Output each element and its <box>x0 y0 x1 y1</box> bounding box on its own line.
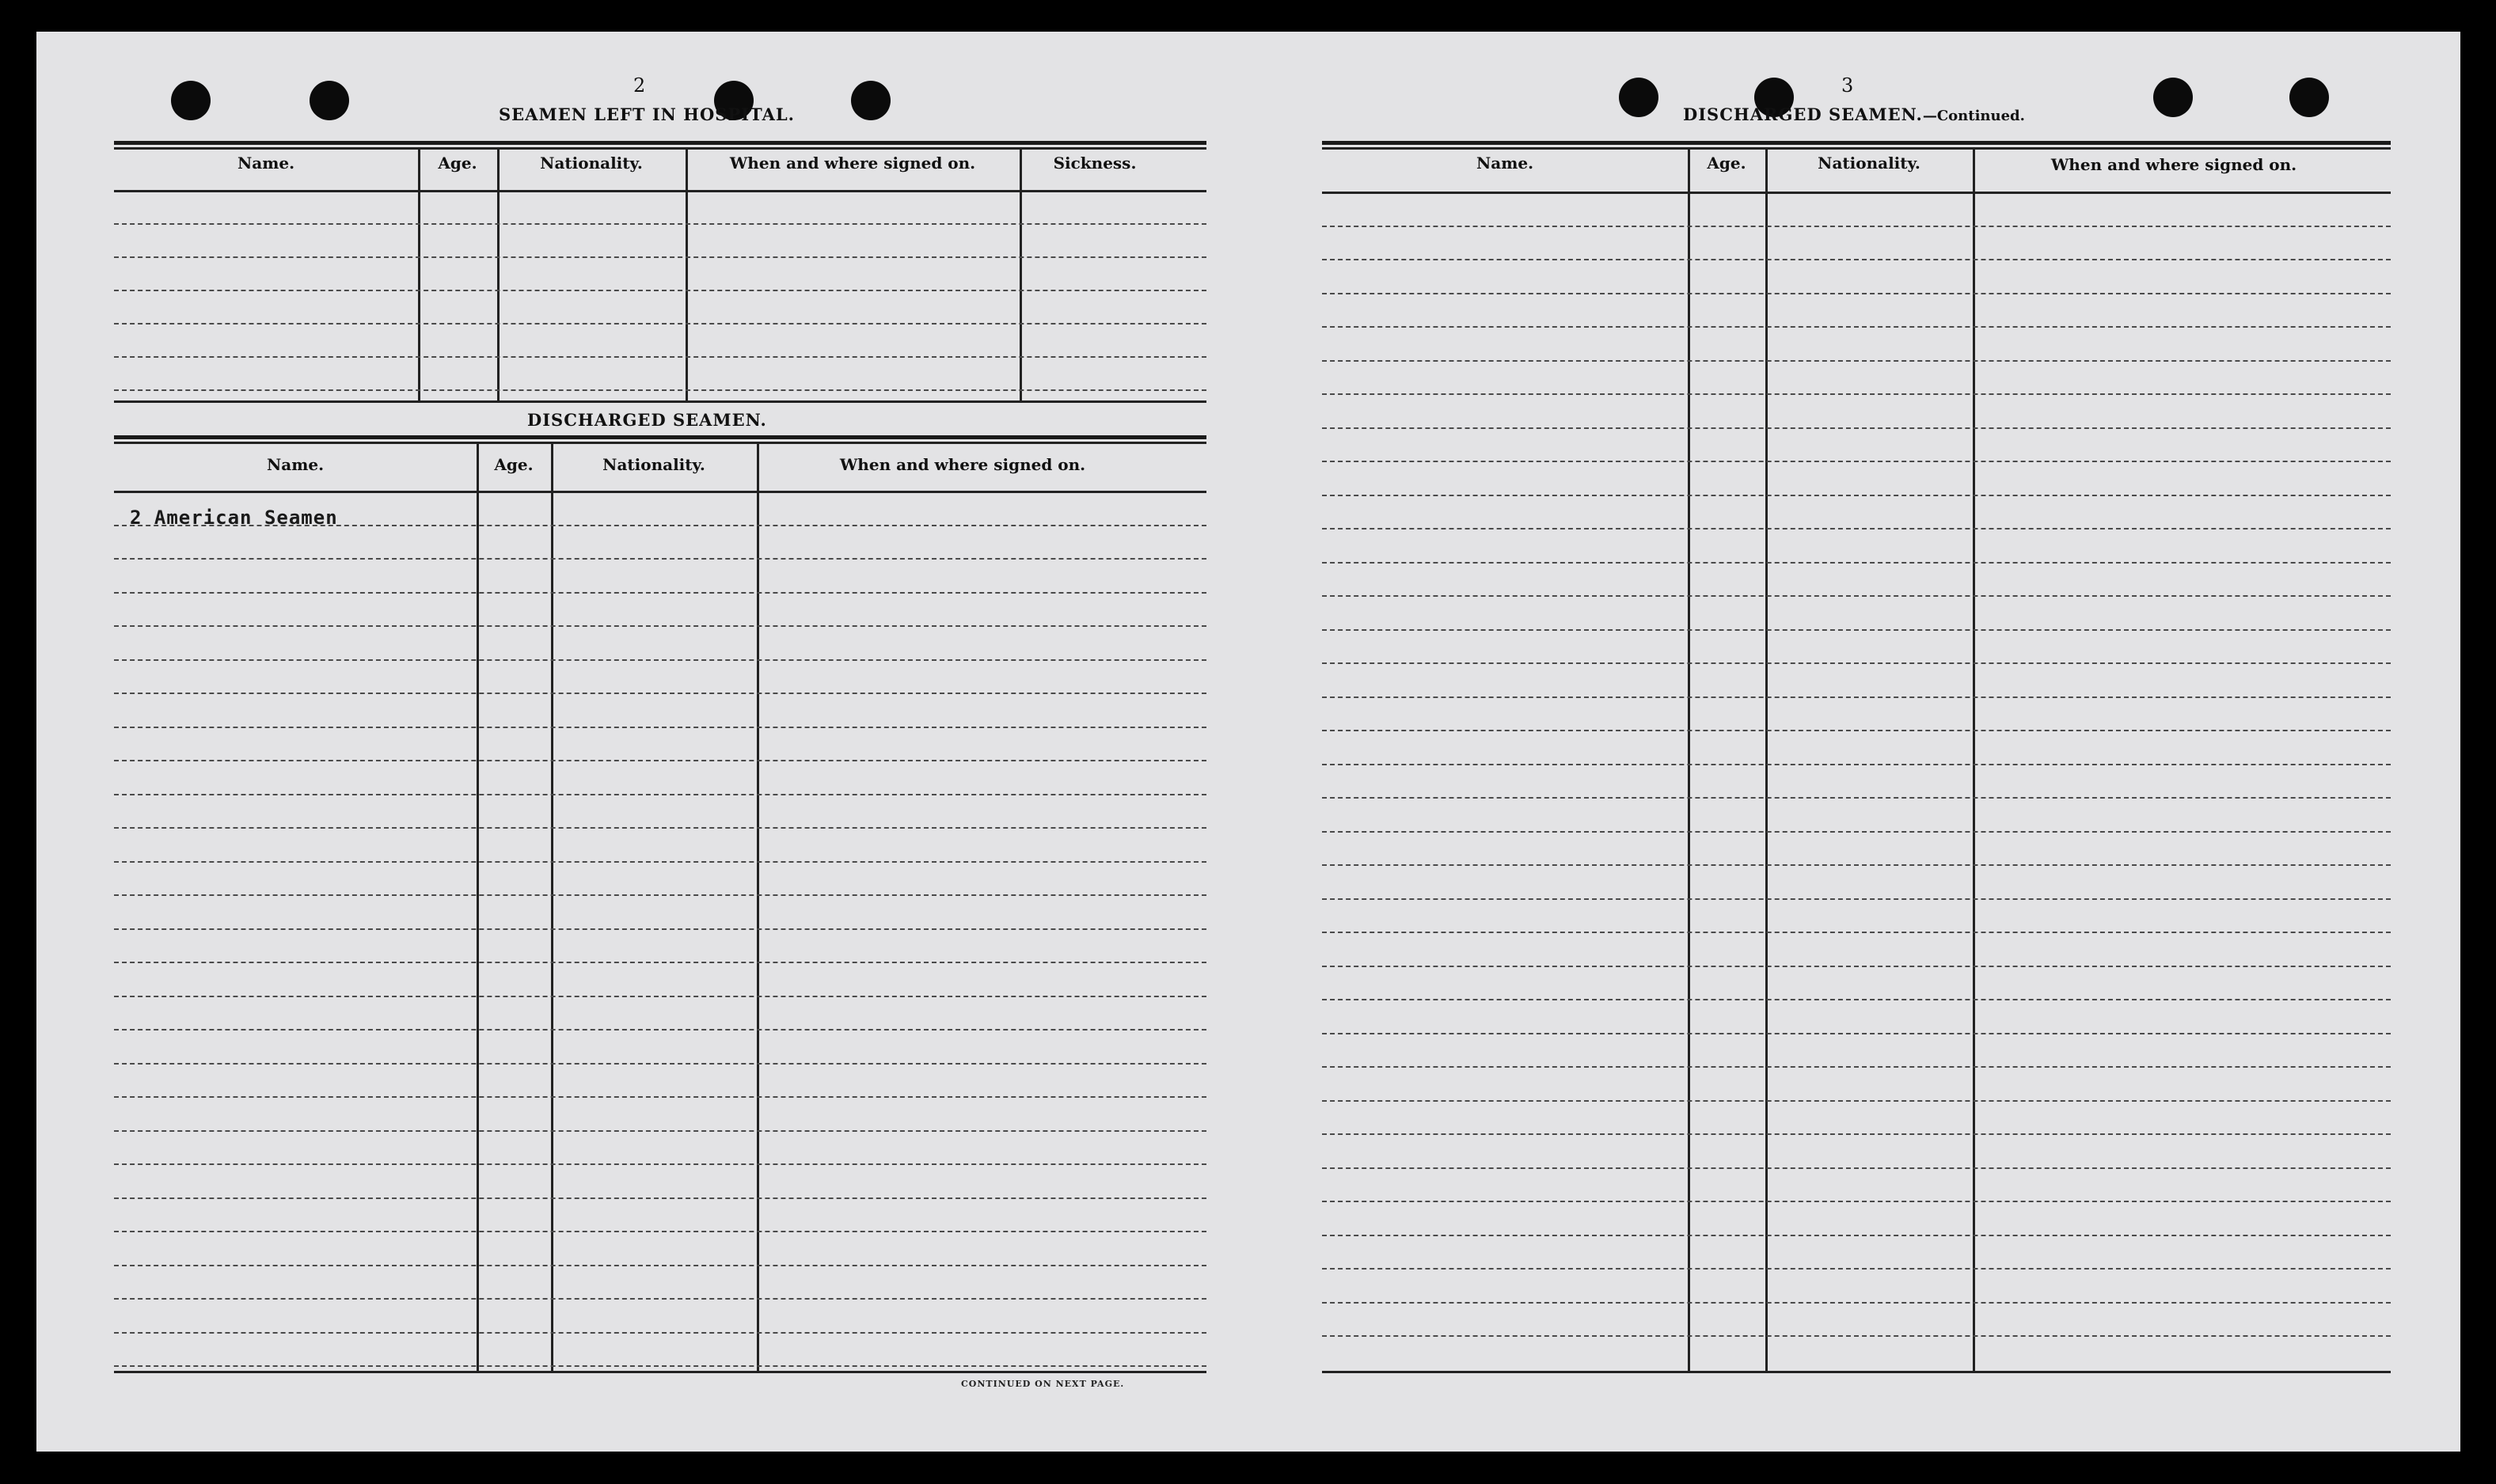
ruled-line <box>1322 764 2391 765</box>
ruled-line <box>1322 595 2391 597</box>
right-col-age: Age. <box>1707 154 1746 173</box>
ruled-line <box>1322 1268 2391 1270</box>
ruled-line <box>1322 226 2391 227</box>
hospital-col-name: Name. <box>237 154 295 173</box>
ruled-line <box>1322 1100 2391 1102</box>
ruled-line <box>114 1130 1206 1132</box>
ruled-line <box>114 962 1206 963</box>
ruled-line <box>114 659 1206 661</box>
rule <box>114 400 1206 403</box>
right-title-suffix: —Continued. <box>1922 108 2025 124</box>
ruled-line <box>1322 1033 2391 1034</box>
ruled-line <box>1322 864 2391 866</box>
right-title-main: DISCHARGED SEAMEN. <box>1683 104 1923 124</box>
ruled-line <box>1322 898 2391 900</box>
hospital-col-signed-on: When and where signed on. <box>729 154 976 173</box>
ruled-line <box>114 928 1206 930</box>
punch-hole <box>2153 78 2193 117</box>
ruled-line <box>1322 293 2391 294</box>
rule <box>1322 147 2391 150</box>
ruled-line <box>114 727 1206 728</box>
ruled-line <box>114 693 1206 694</box>
right-col-name: Name. <box>1476 154 1534 173</box>
ruled-line <box>1322 259 2391 260</box>
ruled-line <box>1322 1167 2391 1169</box>
ruled-line <box>1322 1235 2391 1236</box>
punch-hole <box>171 81 211 120</box>
rule <box>114 442 1206 444</box>
hospital-col-age: Age. <box>438 154 477 173</box>
ruled-line <box>1322 831 2391 833</box>
continued-footer: CONTINUED ON NEXT PAGE. <box>961 1379 1125 1389</box>
discharged-col-nationality: Nationality. <box>602 455 705 474</box>
ruled-line <box>114 1029 1206 1030</box>
ruled-line <box>114 1265 1206 1266</box>
ruled-line <box>1322 730 2391 731</box>
rule <box>114 147 1206 150</box>
right-col-nationality: Nationality. <box>1818 154 1920 173</box>
ruled-line <box>114 894 1206 896</box>
rule <box>114 435 1206 439</box>
ruled-line <box>114 827 1206 829</box>
document-page <box>36 32 2460 1452</box>
ruled-line <box>1322 326 2391 328</box>
ruled-line <box>114 592 1206 594</box>
rule <box>114 141 1206 145</box>
punch-hole <box>310 81 349 120</box>
ruled-line <box>1322 797 2391 799</box>
ruled-line <box>1322 1302 2391 1304</box>
ruled-line <box>1322 1335 2391 1337</box>
ruled-line <box>1322 393 2391 395</box>
discharged-entry: 2 American Seamen <box>130 507 338 529</box>
ruled-line <box>114 861 1206 863</box>
right-page-number: 3 <box>1841 74 1854 97</box>
ruled-line <box>114 996 1206 997</box>
ruled-line <box>1322 461 2391 462</box>
ruled-line <box>1322 360 2391 362</box>
ruled-line <box>114 558 1206 560</box>
ruled-line <box>1322 1133 2391 1135</box>
ruled-line <box>114 760 1206 761</box>
right-section-title <box>1683 104 2025 124</box>
discharged-rows <box>114 491 1206 1369</box>
rule <box>1322 1371 2391 1373</box>
ruled-line <box>114 1163 1206 1165</box>
ruled-line <box>1322 932 2391 933</box>
hospital-col-nationality: Nationality. <box>540 154 643 173</box>
discharged-col-age: Age. <box>494 455 534 474</box>
hospital-rows <box>114 190 1206 404</box>
ruled-line <box>1322 495 2391 496</box>
discharged-section-title: DISCHARGED SEAMEN. <box>527 410 767 430</box>
ruled-line <box>1322 662 2391 664</box>
rule <box>1322 141 2391 145</box>
ruled-line <box>1322 1201 2391 1202</box>
ruled-line <box>114 1231 1206 1232</box>
ruled-line <box>114 625 1206 627</box>
punch-hole <box>851 81 891 120</box>
hospital-col-sickness: Sickness. <box>1053 154 1137 173</box>
ruled-line <box>114 1063 1206 1065</box>
ruled-line <box>114 1298 1206 1300</box>
ruled-line <box>1322 629 2391 631</box>
ruled-line <box>1322 427 2391 429</box>
discharged-col-signed-on: When and where signed on. <box>839 455 1086 474</box>
ruled-line <box>114 1332 1206 1334</box>
ruled-line <box>1322 696 2391 698</box>
left-page-number: 2 <box>633 74 646 97</box>
right-discharged-rows <box>1322 192 2391 1369</box>
ruled-line <box>114 1365 1206 1367</box>
punch-hole <box>1619 78 1658 117</box>
punch-hole <box>2289 78 2329 117</box>
ruled-line <box>1322 562 2391 564</box>
ruled-line <box>1322 966 2391 967</box>
ruled-line <box>1322 1066 2391 1068</box>
right-col-signed-on: When and where signed on. <box>2050 155 2297 174</box>
ruled-line <box>114 1096 1206 1098</box>
hospital-section-title: SEAMEN LEFT IN HOSPITAL. <box>499 104 795 124</box>
rule <box>114 1371 1206 1373</box>
discharged-col-name: Name. <box>266 455 325 474</box>
ruled-line <box>1322 528 2391 529</box>
ruled-line <box>1322 999 2391 1000</box>
ruled-line <box>114 1197 1206 1199</box>
ruled-line <box>114 794 1206 795</box>
